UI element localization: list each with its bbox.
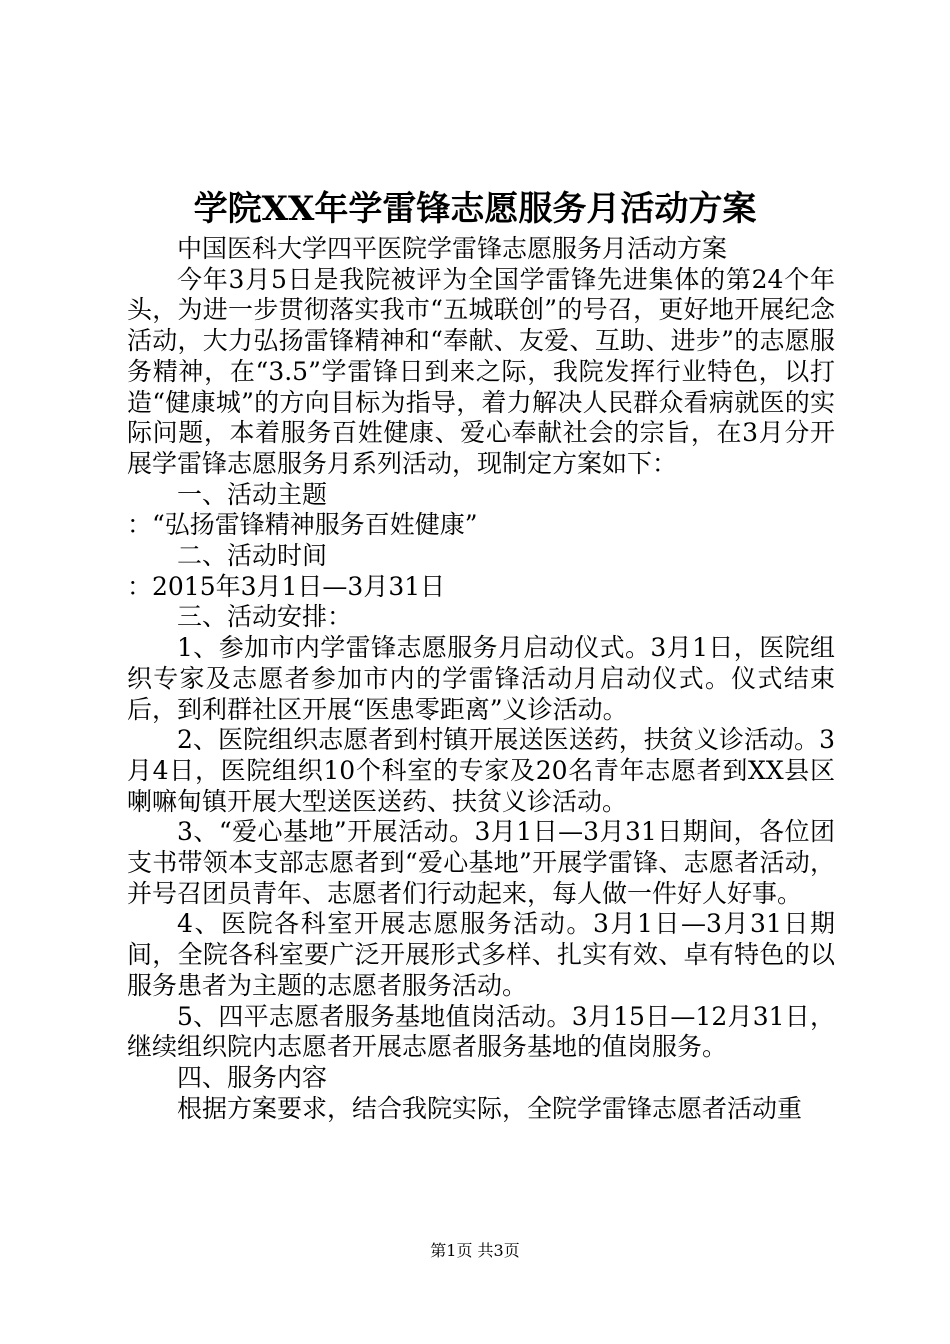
paragraph-intro: 今年3月5日是我院被评为全国学雷锋先进集体的第24个年头，为进一步贯彻落实我市“五城联创”的号召，更好地开展纪念活动，大力弘扬雷锋精神和“奉献、友爱、互助、进步”的志愿服务精神，在“3.5”学雷锋日到来之际，我院发挥行业特色，以打造“健康城”的方向目标为指导，着力解决人民群众看病就医的实际问题，本着服务百姓健康、爱心奉献社会的宗旨，在3月分开展学雷锋志愿服务月系列活动，现制定方案如下： — [127, 264, 835, 478]
document-title: 学院XX年学雷锋志愿服务月活动方案 — [193, 189, 757, 229]
paragraph-content: 根据方案要求，结合我院实际，全院学雷锋志愿者活动重 — [177, 1093, 803, 1123]
paragraph-time: ：2015年3月1日—3月31日 — [127, 571, 446, 601]
paragraph-theme: ：“弘扬雷锋精神服务百姓健康” — [127, 510, 478, 540]
paragraph-item-2: 2、医院组织志愿者到村镇开展送医送药，扶贫义诊活动。3月4日，医院组织10个科室的专家及20名青年志愿者到XX县区喇嘛甸镇开展大型送医送药、扶贫义诊活动。 — [127, 725, 835, 816]
document-body — [127, 234, 835, 1124]
paragraph-item-5: 5、四平志愿者服务基地值岗活动。3月15日—12月31日，继续组织院内志愿者开展志愿者服务基地的值岗服务。 — [127, 1001, 835, 1062]
section-heading-arrangement: 三、活动安排： — [177, 602, 353, 632]
paragraph-item-3: 3、“爱心基地”开展活动。3月1日—3月31日期间，各位团支书带领本支部志愿者到“爱心基地”开展学雷锋、志愿者活动，并号召团员青年、志愿者们行动起来，每人做一件好人好事。 — [127, 817, 835, 908]
section-heading-content: 四、服务内容 — [177, 1062, 328, 1092]
page-footer: 第1页 共3页 — [430, 1241, 520, 1260]
section-heading-theme: 一、活动主题 — [177, 479, 328, 509]
paragraph-item-1: 1、参加市内学雷锋志愿服务月启动仪式。3月1日，医院组织专家及志愿者参加市内的学雷锋活动月启动仪式。仪式结束后，到利群社区开展“医患零距离”义诊活动。 — [127, 633, 835, 724]
paragraph-item-4: 4、医院各科室开展志愿服务活动。3月1日—3月31日期间，全院各科室要广泛开展形式多样、扎实有效、卓有特色的以服务患者为主题的志愿者服务活动。 — [127, 909, 835, 1000]
section-heading-time: 二、活动时间 — [177, 541, 328, 571]
paragraph-subtitle: 中国医科大学四平医院学雷锋志愿服务月活动方案 — [177, 234, 728, 263]
